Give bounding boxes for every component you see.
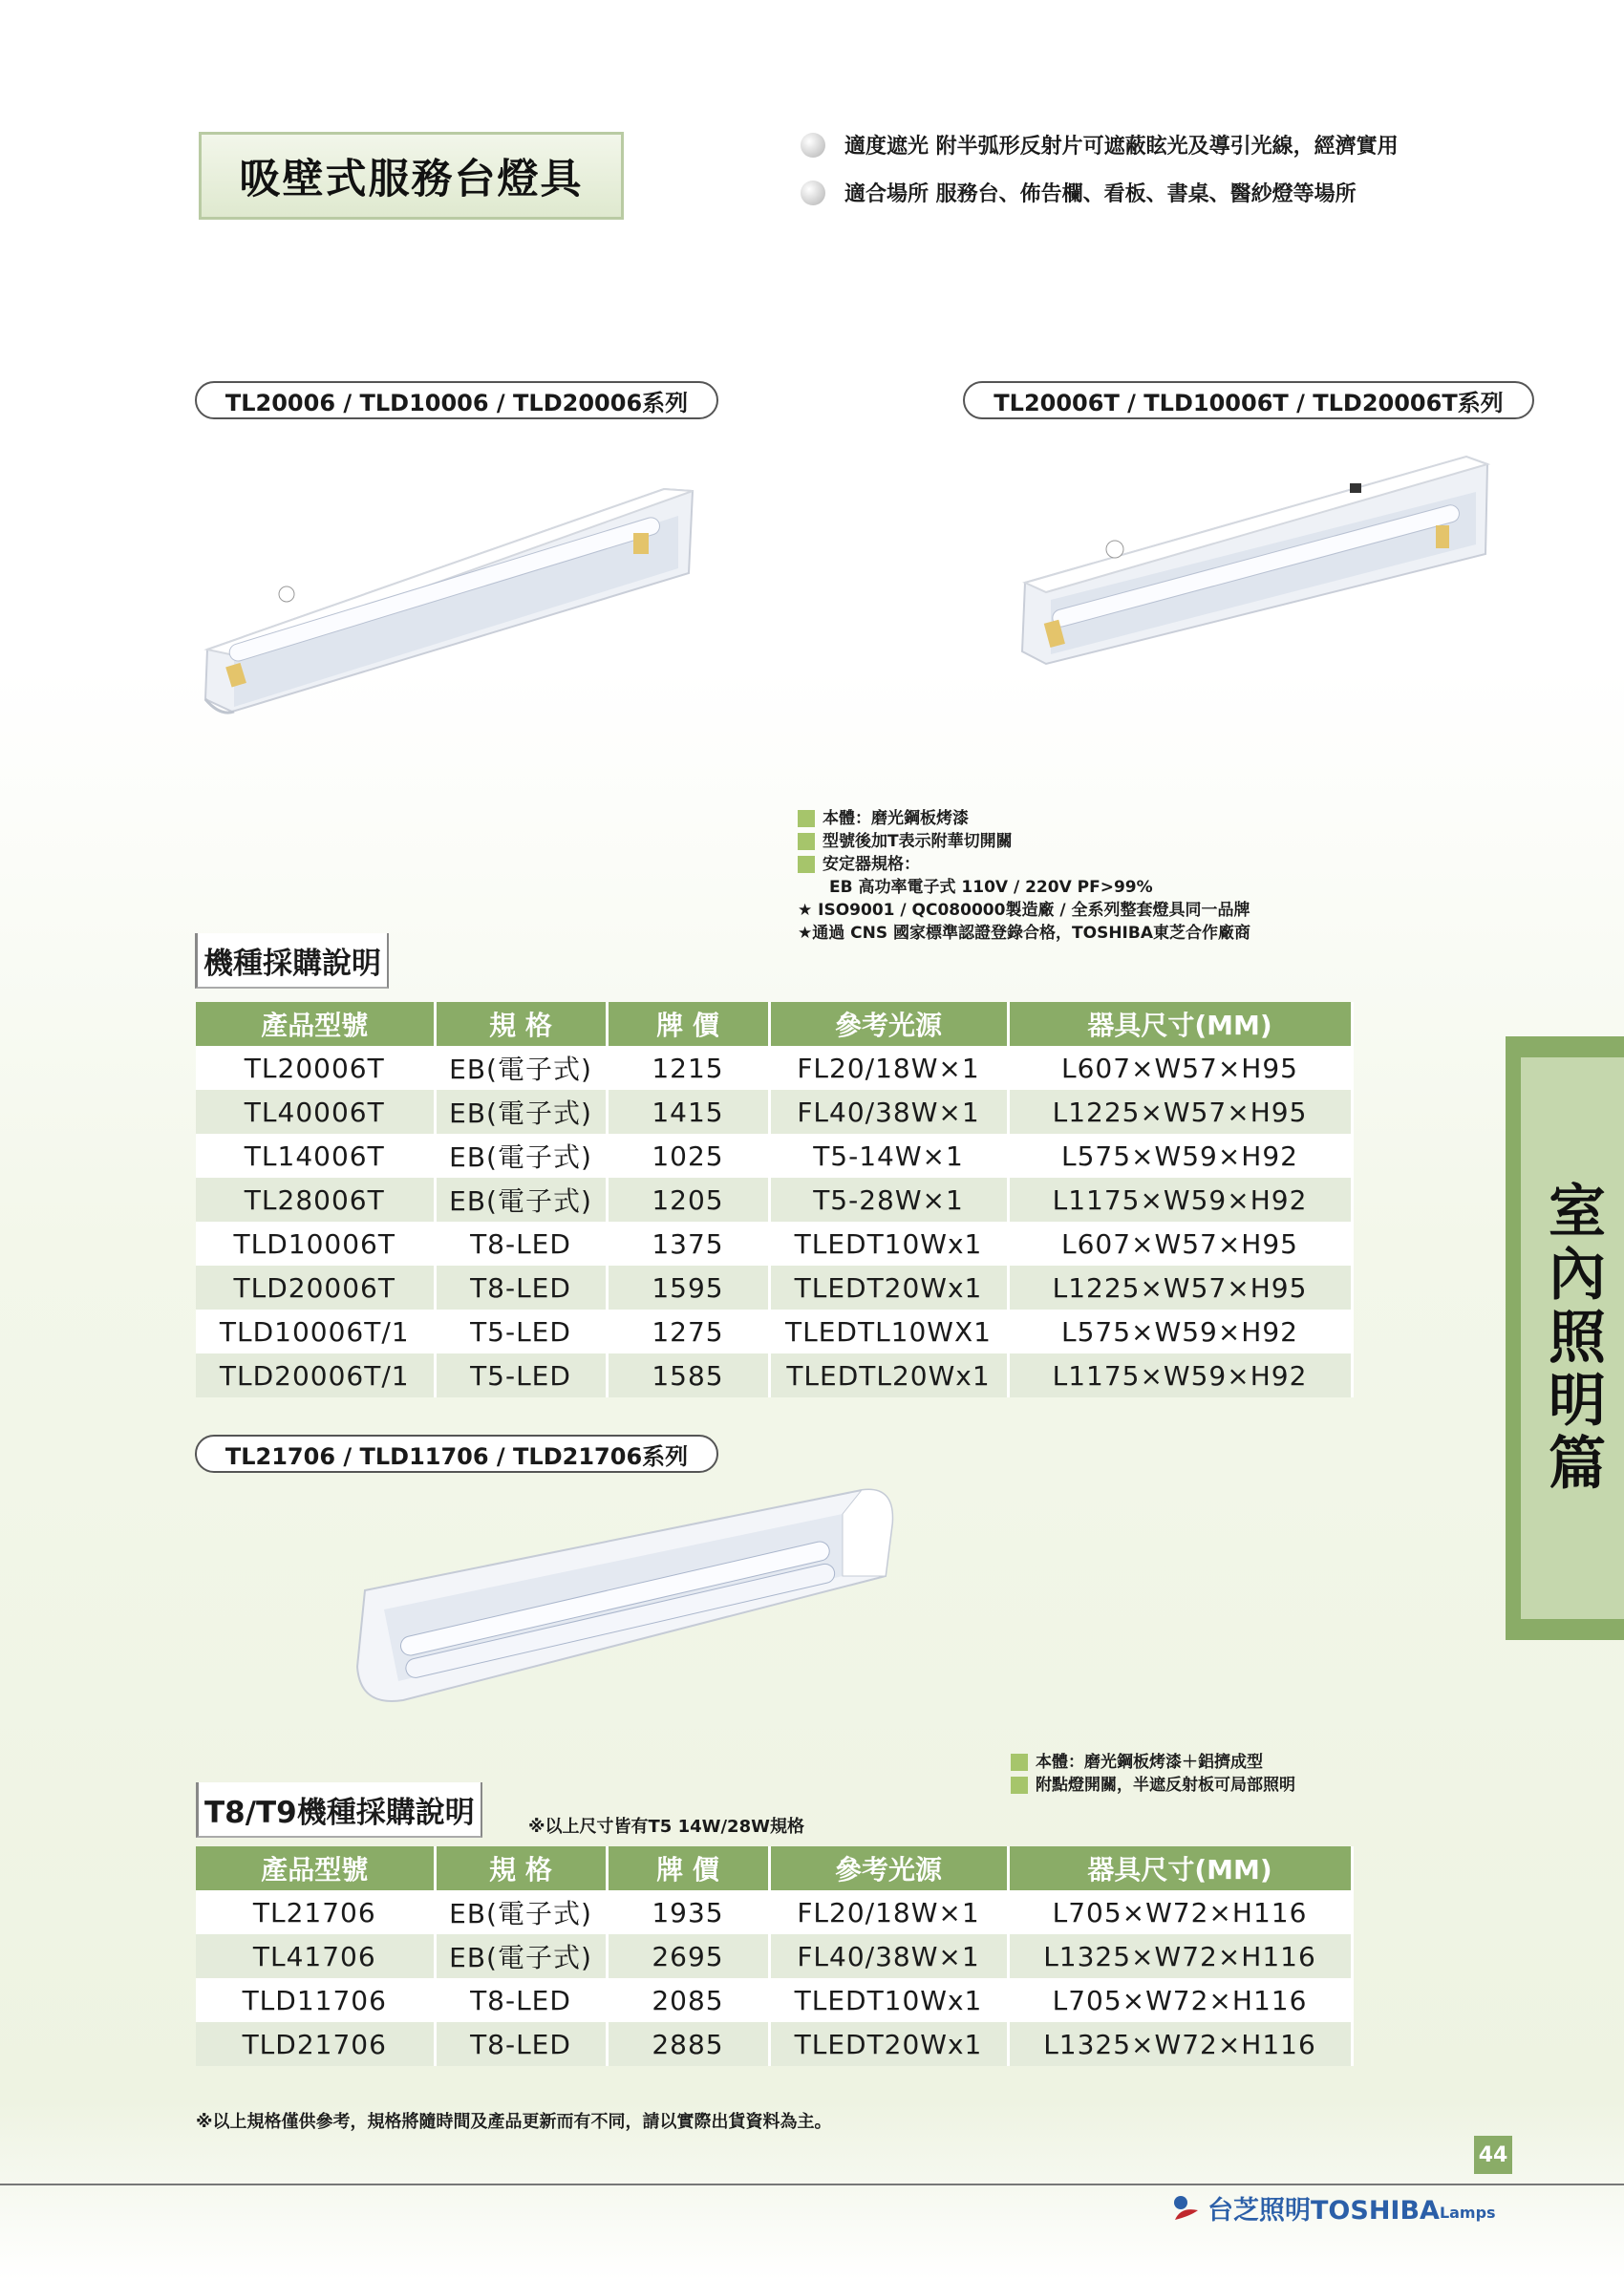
- table-header-row: [196, 1002, 1352, 1046]
- table-cell: EB(電子式): [435, 1178, 607, 1222]
- spec-table: [196, 1846, 1354, 2066]
- table-cell: L607×W57×H95: [1008, 1222, 1352, 1266]
- table-cell: T5-14W×1: [769, 1134, 1008, 1178]
- table-cell: L705×W72×H116: [1008, 1978, 1352, 2022]
- table-cell: L1325×W72×H116: [1008, 1934, 1352, 1978]
- note-text: 本體：磨光鋼板烤漆: [823, 809, 969, 828]
- side-tab[interactable]: [1506, 1036, 1624, 1640]
- table-cell: FL40/38W×1: [769, 1090, 1008, 1134]
- table-cell: TL20006T: [196, 1046, 435, 1090]
- header-cell: 規 格: [435, 1846, 607, 1890]
- table-row: [196, 1090, 1352, 1134]
- table-header-row: [196, 1846, 1352, 1890]
- table-cell: L575×W59×H92: [1008, 1134, 1352, 1178]
- table-cell: L607×W57×H95: [1008, 1046, 1352, 1090]
- table-cell: 1275: [607, 1310, 769, 1353]
- header-cell: 參考光源: [769, 1002, 1008, 1046]
- table-cell: TLD10006T: [196, 1222, 435, 1266]
- table-cell: TLEDT10Wx1: [769, 1978, 1008, 2022]
- page-number: 44: [1474, 2136, 1512, 2174]
- brand-logo: [1171, 2189, 1496, 2227]
- table-row: [196, 1978, 1352, 2022]
- note-text: 附點燈開關，半遮反射板可局部照明: [1036, 1776, 1295, 1795]
- table-cell: T8-LED: [435, 1266, 607, 1310]
- table-cell: L1225×W57×H95: [1008, 1090, 1352, 1134]
- table-row: [196, 2022, 1352, 2066]
- table-cell: T5-28W×1: [769, 1178, 1008, 1222]
- section-label: 機種採購說明: [195, 933, 389, 989]
- table-cell: L705×W72×H116: [1008, 1890, 1352, 1934]
- table-cell: TLD10006T/1: [196, 1310, 435, 1353]
- table-row: [196, 1353, 1352, 1397]
- note-text: 安定器規格：: [823, 855, 920, 874]
- lamp-image: [196, 478, 702, 726]
- table-cell: T8-LED: [435, 2022, 607, 2066]
- table-row: [196, 1134, 1352, 1178]
- table-cell: TLEDTL10WX1: [769, 1310, 1008, 1353]
- table-cell: TLD21706: [196, 2022, 435, 2066]
- note-text: ★ ISO9001 / QC080000製造廠 / 全系列整套燈具同一品牌: [798, 901, 1250, 920]
- header-cell: 牌 價: [607, 1846, 769, 1890]
- table-row: [196, 1934, 1352, 1978]
- note-text: ★通過 CNS 國家標準認證登錄合格，TOSHIBA東芝合作廠商: [798, 924, 1250, 943]
- table-cell: 1215: [607, 1046, 769, 1090]
- table-cell: EB(電子式): [435, 1934, 607, 1978]
- table-cell: TL40006T: [196, 1090, 435, 1134]
- lamp-image: [346, 1485, 900, 1715]
- note-text: EB 高功率電子式 110V / 220V PF>99%: [829, 878, 1153, 897]
- table-cell: 1375: [607, 1222, 769, 1266]
- table-cell: TLEDTL20Wx1: [769, 1353, 1008, 1397]
- table-cell: 1415: [607, 1090, 769, 1134]
- header-cell: 規 格: [435, 1002, 607, 1046]
- feature-item: [801, 130, 1399, 160]
- feature-item: [801, 178, 1357, 207]
- table-cell: L575×W59×H92: [1008, 1310, 1352, 1353]
- header-cell: 牌 價: [607, 1002, 769, 1046]
- series-label: TL21706 / TLD11706 / TLD21706系列: [195, 1435, 718, 1473]
- table-cell: L1175×W59×H92: [1008, 1178, 1352, 1222]
- footer-divider: [0, 2184, 1624, 2185]
- table-cell: FL20/18W×1: [769, 1046, 1008, 1090]
- section-note: ※以上尺寸皆有T5 14W/28W規格: [528, 1817, 804, 1837]
- table-cell: 1595: [607, 1266, 769, 1310]
- table-cell: TL41706: [196, 1934, 435, 1978]
- table-cell: 1585: [607, 1353, 769, 1397]
- bullet-icon: [801, 181, 825, 205]
- table-cell: T8-LED: [435, 1222, 607, 1266]
- bullet-icon: [801, 133, 825, 158]
- table-cell: TLD20006T: [196, 1266, 435, 1310]
- section-label: T8/T9機種採購說明: [196, 1782, 482, 1838]
- table-cell: FL40/38W×1: [769, 1934, 1008, 1978]
- table-row: [196, 1890, 1352, 1934]
- table-cell: TLEDT20Wx1: [769, 2022, 1008, 2066]
- table-cell: TL21706: [196, 1890, 435, 1934]
- side-tab-label: 室內照明篇: [1539, 1181, 1606, 1496]
- note-text: 本體：磨光鋼板烤漆＋鋁擠成型: [1036, 1753, 1263, 1772]
- table-cell: EB(電子式): [435, 1090, 607, 1134]
- table-cell: 2085: [607, 1978, 769, 2022]
- feature-text: 適度遮光 附半弧形反射片可遮蔽眩光及導引光線，經濟實用: [844, 135, 1399, 159]
- table-cell: L1225×W57×H95: [1008, 1266, 1352, 1310]
- header-cell: 器具尺寸(MM): [1008, 1002, 1352, 1046]
- table-cell: TL14006T: [196, 1134, 435, 1178]
- table-row: [196, 1222, 1352, 1266]
- table-cell: 1205: [607, 1178, 769, 1222]
- table-cell: 2885: [607, 2022, 769, 2066]
- table-cell: T5-LED: [435, 1310, 607, 1353]
- table-cell: T5-LED: [435, 1353, 607, 1397]
- table-cell: TLD11706: [196, 1978, 435, 2022]
- lamp-image: [1017, 449, 1495, 669]
- header-cell: 產品型號: [196, 1846, 435, 1890]
- note-text: 型號後加T表示附華切開關: [823, 832, 1013, 851]
- bullet-square-icon: [798, 810, 815, 827]
- table-cell: L1175×W59×H92: [1008, 1353, 1352, 1397]
- bullet-square-icon: [1011, 1754, 1028, 1771]
- table-cell: T8-LED: [435, 1978, 607, 2022]
- brand-icon: [1171, 2195, 1202, 2222]
- brand-name: 台芝照明TOSHIBA: [1207, 2196, 1440, 2226]
- brand-suffix: Lamps: [1439, 2204, 1496, 2222]
- header-cell: 器具尺寸(MM): [1008, 1846, 1352, 1890]
- table-cell: 2695: [607, 1934, 769, 1978]
- header-cell: 參考光源: [769, 1846, 1008, 1890]
- table-row: [196, 1310, 1352, 1353]
- page-title: 吸壁式服務台燈具: [199, 132, 624, 220]
- table-cell: 1025: [607, 1134, 769, 1178]
- bullet-square-icon: [798, 833, 815, 850]
- series-label: TL20006 / TLD10006 / TLD20006系列: [195, 381, 718, 419]
- table-cell: FL20/18W×1: [769, 1890, 1008, 1934]
- header-cell: 產品型號: [196, 1002, 435, 1046]
- bullet-square-icon: [1011, 1777, 1028, 1794]
- table-cell: TLEDT10Wx1: [769, 1222, 1008, 1266]
- table-cell: EB(電子式): [435, 1134, 607, 1178]
- series-label: TL20006T / TLD10006T / TLD20006T系列: [963, 381, 1534, 419]
- table-cell: TLEDT20Wx1: [769, 1266, 1008, 1310]
- bullet-square-icon: [798, 856, 815, 873]
- table-row: [196, 1266, 1352, 1310]
- table-cell: 1935: [607, 1890, 769, 1934]
- feature-text: 適合場所 服務台、佈告欄、看板、書桌、醫紗燈等場所: [844, 182, 1357, 206]
- spec-notes: [798, 807, 1250, 945]
- table-cell: EB(電子式): [435, 1890, 607, 1934]
- disclaimer: ※以上規格僅供參考，規格將隨時間及產品更新而有不同，請以實際出貨資料為主。: [196, 2112, 832, 2132]
- table-cell: L1325×W72×H116: [1008, 2022, 1352, 2066]
- spec-table: [196, 1002, 1354, 1397]
- table-cell: TLD20006T/1: [196, 1353, 435, 1397]
- table-cell: EB(電子式): [435, 1046, 607, 1090]
- spec-notes: [1011, 1751, 1295, 1797]
- table-row: [196, 1046, 1352, 1090]
- table-cell: TL28006T: [196, 1178, 435, 1222]
- table-row: [196, 1178, 1352, 1222]
